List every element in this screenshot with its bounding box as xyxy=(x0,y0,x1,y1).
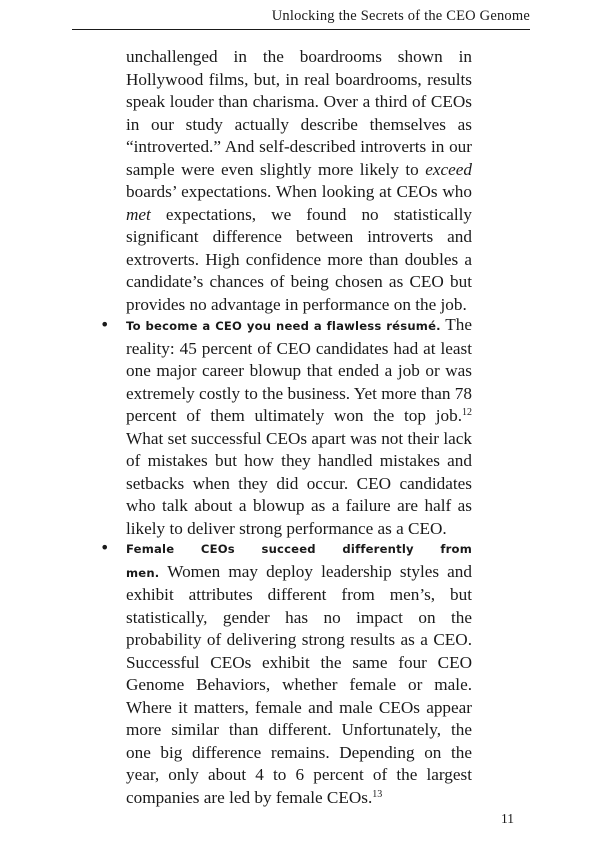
bullet-lead-in: To become a CEO you need a flawless résumé. xyxy=(126,319,441,333)
page-number: 11 xyxy=(501,811,514,826)
emphasis-met: met xyxy=(126,204,151,224)
bullet-text-cont: What set successful CEOs apart was not their lack of mistakes but how they handled mistakes and setbacks when they did occur. CEO candidates who talk about a blowup as a failure are half as likely to deliver strong performance as a CEO. xyxy=(126,428,472,538)
bullet-icon: • xyxy=(100,538,110,557)
bullet-lead-in: Female CEOs succeed differently from men. xyxy=(126,542,472,580)
bullet-text: The reality: 45 percent of CEO candidates had at least one major career blowup that ended a job or was extremely costly to the business. Yet more than 78 percent of them ultimately won the top job. xyxy=(126,315,472,425)
footnote-ref: 13 xyxy=(372,788,383,800)
intro-text-3: expectations, we found no statistically significant difference between introverts and extroverts. High confidence more than doubles a candidate’s chances of being chosen as CEO but provides no advantage in performance on the job. xyxy=(126,204,472,314)
footnote-ref: 12 xyxy=(462,407,472,418)
bullet-paragraph-resume xyxy=(126,314,472,540)
running-header: Unlocking the Secrets of the CEO Genome xyxy=(72,8,530,30)
bullet-paragraph-female-ceos xyxy=(126,537,472,809)
bullet-text: Women may deploy leadership styles and exhibit attributes different from men’s, but statistically, gender has no impact on the probability of delivering strong results as a CEO. Successful CEOs exhibit the same four CEO Genome Behaviors, whether female or male. Where it matters, female and male CEOs appear more similar than different. Unfortunately, the one big difference remains. Depending on the year, only about 4 to 6 percent of the largest companies are led by female CEOs. xyxy=(126,561,472,807)
intro-paragraph xyxy=(126,46,472,316)
bullet-icon: • xyxy=(100,315,110,334)
emphasis-exceed: exceed xyxy=(425,159,472,179)
intro-text-2: boards’ expectations. When looking at CEOs who xyxy=(126,182,472,201)
intro-text-1: unchallenged in the boardrooms shown in Hollywood films, but, in real boardrooms, results speak louder than charisma. Over a third of CEOs in our study actually describe themselves as “introverted.” And self-described introverts in our sample were even slightly more likely to xyxy=(126,47,472,179)
